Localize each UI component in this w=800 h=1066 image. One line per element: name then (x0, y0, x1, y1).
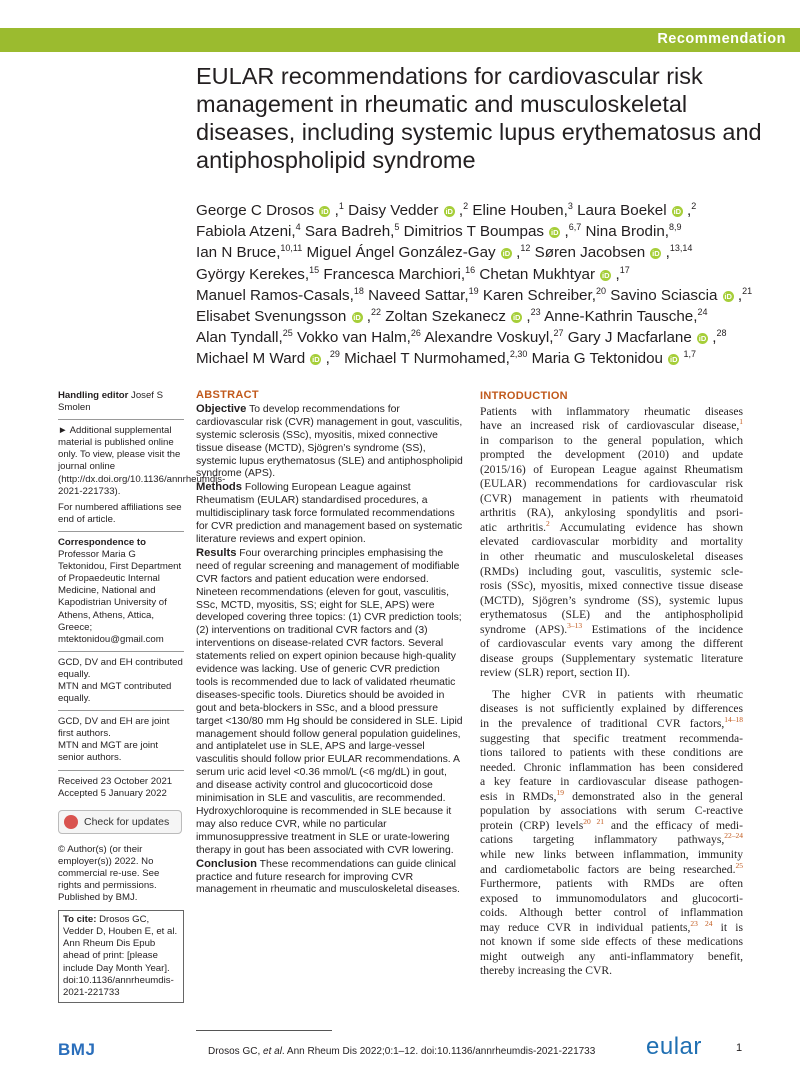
text-line: a key feature in cardiovascular disease pathogen- (480, 775, 743, 789)
author-name[interactable]: George C Drosos (196, 202, 315, 219)
reference-link[interactable]: 22–24 (724, 831, 743, 841)
text-line: have an increased risk of cardiovascular disease,$^1$ (480, 417, 743, 433)
introduction (480, 389, 743, 979)
affiliation-ref: 19 (468, 285, 479, 296)
text-line: in the prevalence of traditional CVR factors,$^{14-18}$ (480, 715, 743, 731)
reference-link[interactable]: 3–13 (567, 620, 583, 630)
orcid-icon[interactable]: iD (670, 355, 678, 365)
affiliation-ref: 2 (691, 201, 697, 211)
author-line: György Kerekes,$^{15}$ Francesca Marchiori,$^{16}$ Chetan Mukhtyar iD ,$^{17}$ (196, 264, 630, 283)
author-list (196, 200, 776, 370)
text-line: protein (CRP) levels$^{20 21}$ and the efficacy of medi- (480, 816, 743, 832)
affiliation-ref: 1,7 (683, 349, 696, 360)
text-line: not known if some side effects of these medications (480, 935, 743, 949)
reference-link[interactable]: 19 (556, 787, 564, 797)
author-name[interactable]: Maria G Tektonidou (531, 350, 664, 368)
affiliation-ref: 4 (295, 222, 301, 233)
author-name[interactable]: Laura Boekel (577, 202, 667, 219)
text-line: in other rheumatic and musculoskeletal diseases (480, 550, 743, 564)
abstract-conclusion: Conclusion These recommendations can guide clinical practice and future research for improving CVR management in rheumatic and musculoskeletal diseases. (196, 857, 460, 896)
title-line: management in rheumatic and musculoskeletal (196, 91, 688, 117)
affiliation-ref: 12 (520, 243, 531, 254)
affiliation-ref: 23 (530, 307, 541, 318)
author-line: Elisabet Svenungsson iD ,$^{22}$ Zoltan Szekanecz iD ,$^{23}$ Anne-Kathrin Tausche,$^{24}$ (196, 307, 708, 326)
author-name[interactable]: Alexandre Voskuyl, (424, 329, 554, 347)
affiliation-ref: 13,14 (669, 243, 693, 254)
divider (58, 419, 184, 420)
text-line: thereby increasing the CVR. (480, 964, 613, 978)
text-line: needed. Chronic inflammation has been considered (480, 760, 743, 774)
reference-link[interactable]: 1 (739, 417, 743, 427)
text-line: erythematosus (SLE) and the antiphospholipid (480, 608, 743, 622)
author-name[interactable]: Anne-Kathrin Tausche, (544, 308, 698, 326)
author-name[interactable]: Søren Jacobsen (534, 244, 646, 262)
page-number: 1 (736, 1042, 743, 1054)
author-name[interactable]: Naveed Sattar, (368, 286, 469, 304)
affiliation-ref: 17 (619, 264, 630, 275)
author-name[interactable]: Daisy Vedder (348, 202, 439, 219)
author-line: Alan Tyndall,$^{25}$ Vokko van Halm,$^{26}$ Alexandre Voskuyl,$^{27}$ Gary J Macfarlane iD ,$^{28}$ (196, 328, 727, 347)
affiliation-ref: 18 (353, 285, 364, 296)
supplemental-note: ► Additional supplemental material is published online only. To view, please visit the journal online (http://dx.doi.org/10.1136/annrheumdis-2021-221733). (58, 425, 226, 497)
orcid-icon[interactable]: iD (512, 313, 521, 323)
text-line: Furthermore, patients with RMDs are often (480, 877, 743, 891)
affiliation-ref: 2,30 (509, 349, 528, 360)
affiliation-ref: 27 (553, 328, 564, 339)
author-name[interactable]: Nina Brodin, (585, 223, 670, 241)
text-line: in comparison to the general population, which (480, 433, 743, 447)
correspondence-body: Professor Maria G Tektonidou, First Department of Propaedeutic Internal Medicine, National and Kapodistrian University of Athens, Athens, Attica, Greece; mtektonidou@gmail.com (58, 549, 182, 645)
affiliation-ref: 16 (465, 264, 476, 275)
divider (58, 651, 184, 652)
affiliation-ref: 10,11 (280, 243, 303, 254)
text-line: (MCTD), Sjögren’s syndrome (SS), systemic lupus (480, 593, 743, 607)
author-name[interactable]: Gary J Macfarlane (567, 329, 692, 347)
text-line: syndrome (APS).$^{3-13}$ Estimations of the incidence (480, 620, 743, 636)
text-line: population by associations with serum C-reactive (480, 804, 743, 818)
affiliation-ref: 5 (394, 222, 400, 233)
text-line: elevated cardiovascular morbidity and mortality (480, 535, 743, 549)
accepted-date: Accepted 5 January 2022 (58, 787, 167, 799)
orcid-icon[interactable]: iD (551, 228, 559, 238)
received-date: Received 23 October 2021 (58, 775, 173, 787)
author-name[interactable]: Alan Tyndall, (196, 329, 283, 347)
title-line: antiphospholipid syndrome (196, 147, 476, 173)
text-line: (2015/16) of European League against Rheumatism (480, 462, 743, 476)
text-line: cations targeting inflammatory pathways,$^{22-24}$ (480, 831, 743, 847)
introduction-heading: INTRODUCTION (480, 390, 568, 402)
text-line: and cardiometabolic factors are being researched.$^{25}$ (480, 860, 743, 876)
text-line: The higher CVR in patients with rheumatic (492, 687, 743, 701)
divider (58, 531, 184, 532)
affiliation-ref: 29 (329, 349, 340, 360)
reference-link[interactable]: 2 (546, 518, 550, 528)
author-line: Fabiola Atzeni,$^4$ Sara Badreh,$^5$ Dimitrios T Boumpas iD ,$^{6,7}$ Nina Brodin,$^{8,9}$ (196, 222, 682, 241)
author-name[interactable]: Eline Houben, (472, 202, 568, 219)
text-line: arthritis (RA), ankylosing spondylitis and psori- (480, 506, 743, 520)
affiliation-ref: 2 (463, 201, 469, 211)
check-updates-button[interactable] (58, 810, 182, 834)
text-line: tions tailored to patients with these conditions are (480, 746, 743, 760)
section-label: Recommendation (657, 31, 786, 47)
orcid-icon[interactable]: iD (698, 334, 707, 344)
affiliation-ref: 28 (716, 328, 727, 339)
article-sidebar (58, 390, 226, 1003)
text-line: (CVR) management in patients with rheumatoid (480, 491, 743, 505)
orcid-icon[interactable]: iD (673, 207, 682, 216)
affiliation-ref: 8,9 (669, 222, 682, 233)
affiliations-note: For numbered affiliations see end of article. (58, 501, 182, 525)
author-name[interactable]: Dimitrios T Boumpas (403, 223, 545, 241)
author-name[interactable]: Sara Badreh, (304, 223, 395, 241)
affiliation-ref: 24 (697, 307, 708, 318)
author-name[interactable]: Manuel Ramos-Casals, (196, 286, 354, 304)
text-line: rosis (SSc), myositis, mixed connective tissue disease (480, 579, 743, 593)
author-line: Ian N Bruce,$^{10,11}$ Miguel Ángel González-Gay iD ,$^{12}$ Søren Jacobsen iD ,$^{13,14}$ (196, 243, 693, 262)
divider (58, 770, 184, 771)
title-line: EULAR recommendations for cardiovascular risk (196, 63, 703, 89)
text-line: exposed to immunomodulators and glucocorti- (480, 891, 743, 905)
text-line: might outweigh any anti-inflammatory benefit, (480, 949, 743, 963)
author-name[interactable]: Karen Schreiber, (482, 286, 596, 304)
orcid-icon[interactable]: iD (724, 291, 732, 301)
reference-link[interactable]: 14–18 (724, 715, 743, 725)
cite-body: Drosos GC, Vedder D, Houben E, et al. Ann Rheum Dis Epub ahead of print: [please include Day Month Year]. doi:10.1136/annrheumdis-2021-221733 (63, 914, 178, 998)
copyright-note: © Author(s) (or their employer(s)) 2022. No commercial re-use. See rights and permissions. Published by BMJ. (58, 843, 160, 904)
reference-link[interactable]: 20 21 (583, 816, 605, 826)
text-line: coids. Although better control of inflammation (480, 906, 743, 920)
author-name[interactable]: Fabiola Atzeni, (196, 223, 296, 241)
abstract-heading: ABSTRACT (196, 389, 259, 401)
check-updates-label: Check for updates (84, 815, 170, 828)
orcid-icon[interactable]: iD (312, 355, 320, 365)
text-line: (EULAR) recommendations for cardiovascular risk (480, 477, 743, 491)
author-name[interactable]: Ian N Bruce, (196, 244, 281, 262)
divider (58, 710, 184, 711)
reference-link[interactable]: 25 (735, 860, 743, 870)
text-line: Patients with inflammatory rheumatic diseases (480, 404, 743, 418)
joint-authors-note: MTN and MGT are joint senior authors. (58, 740, 159, 764)
correspondence-label: Correspondence to (58, 536, 146, 548)
text-line: disease groups (Supplementary systematic literature (480, 651, 743, 665)
text-line: may reduce CVR in individual patients,$^{23 24}$ it is (480, 918, 743, 934)
article-title (196, 62, 766, 174)
text-line: diseases is not sufficiently explained by differences (480, 702, 743, 716)
affiliation-ref: 20 (595, 285, 606, 296)
text-line: while new links between inflammation, immunity (480, 847, 743, 861)
abstract-objective: Objective To develop recommendations for cardiovascular risk (CVR) management in gout, vasculitis, systemic sclerosis (SSc), myositis, mixed connective tissue disease (MCTD), Sjögren’s syndrome (SS), systemic lupus erythematosus (SLE) and antiphospholipid syndrome (APS). (196, 402, 463, 480)
text-line: suggesting that specific treatment recommenda- (480, 731, 743, 745)
reference-link[interactable]: 23 24 (690, 918, 713, 928)
bookmark-icon (64, 815, 78, 829)
orcid-icon[interactable]: iD (445, 207, 453, 216)
text-line: of cardiovascular events vary among the different (480, 637, 743, 651)
title-line: diseases, including systemic lupus erythematosus and (196, 119, 762, 145)
orcid-icon[interactable]: iD (602, 270, 610, 280)
text-line: esis in RMDs,$^{19}$ demonstrated also in the general (480, 787, 744, 803)
orcid-icon[interactable]: iD (321, 207, 329, 216)
handling-editor: Handling editor Josef S Smolen (58, 390, 164, 414)
affiliation-ref: 26 (410, 328, 421, 339)
affiliation-ref: 22 (370, 307, 381, 318)
orcid-icon[interactable]: iD (502, 249, 511, 259)
text-line: (RMDs) including gout, vasculitis, systemic scle- (480, 564, 743, 578)
joint-authors-note: GCD, DV and EH are joint first authors. (58, 716, 170, 740)
author-name[interactable]: Michael T Nurmohamed, (344, 350, 510, 368)
author-name[interactable]: Michael M Ward (196, 350, 306, 368)
contribution-note: MTN and MGT contributed equally. (58, 680, 172, 705)
author-name[interactable]: Elisabet Svenungsson (196, 308, 347, 326)
divider (196, 1030, 332, 1031)
section-band (0, 28, 800, 52)
text-line: review (SLR) report, section II). (480, 666, 631, 680)
author-line: Manuel Ramos-Casals,$^{18}$ Naveed Sattar,$^{19}$ Karen Schreiber,$^{20}$ Savino Sciascia iD ,$^{21}$ (196, 285, 753, 304)
author-line: Michael M Ward iD ,$^{29}$ Michael T Nurmohamed,$^{2,30}$ Maria G Tektonidou iD $^{1,7}$ (196, 349, 696, 368)
text-line: prompted the development (2010) and update (480, 448, 743, 462)
author-name[interactable]: Savino Sciascia (610, 286, 718, 304)
affiliation-ref: 15 (309, 264, 320, 275)
footer-citation: Drosos GC, et al. Ann Rheum Dis 2022;0:1–12. doi:10.1136/annrheumdis-2021-221733 (208, 1046, 596, 1057)
author-name[interactable]: Zoltan Szekanecz (385, 308, 506, 326)
cite-label: To cite: (63, 914, 97, 926)
abstract (196, 389, 464, 897)
author-name[interactable]: Chetan Mukhtyar (479, 265, 596, 283)
author-name[interactable]: Francesca Marchiori, (323, 265, 466, 283)
author-name[interactable]: Vokko van Halm, (296, 329, 411, 347)
abstract-results: Results Four overarching principles emphasising the need of regular screening and management of modifiable CVR factors and patient education were endorsed. Nineteen recommendations (eleven for gout, vasculitis, SSc, MCTD, myositis, SS; eight for SLE, APS) were developed covering three topics: (1) CVR prediction tools; (2) interventions on traditional CVR factors and (3) interventions on disease-related CVR factors. Several statements relied on expert opinion because high-quality evidence was lacking. Use of generic CVR prediction tools is recommended due to lack of validated rheumatic diseases-specific tools. Diuretics should be avoided in gout and beta-blockers in SSc, and a blood pressure target <130/80 mm Hg should be considered in SLE. Lipid management should follow general population guidelines, and antiplatelet use in SLE, APS and large-vessel vasculitis should follow prior EULAR recommendations. A serum uric acid level <0.36 mmol/L (<6 mg/dL) in gout, and disease activity control and glucocorticoid dose minimisation in SLE and vasculitis, are recommended. Hydroxychloroquine is recommended in SLE because it may also reduce CVR, while no particular immunosuppressive treatment in SLE or urate-lowering therapy in gout has been associated with CVR lowering. (196, 546, 463, 856)
abstract-methods: Methods Following European League against Rheumatism (EULAR) standardised procedures, a multidisciplinary task force formulated recommendations for CVR prediction and management based on systematic literature reviews and expert opinion. (196, 481, 463, 545)
affiliation-ref: 21 (742, 285, 753, 296)
affiliation-ref: 1 (338, 201, 344, 211)
bmj-logo: BMJ (58, 1040, 96, 1059)
author-name[interactable]: György Kerekes, (196, 265, 310, 283)
affiliation-ref: 6,7 (568, 222, 582, 233)
contribution-note: GCD, DV and EH contributed equally. (58, 656, 183, 680)
cite-box (58, 910, 184, 1003)
eular-logo: eular (646, 1033, 702, 1060)
affiliation-ref: 3 (567, 201, 573, 211)
author-name[interactable]: Miguel Ángel González-Gay (306, 244, 496, 262)
orcid-icon[interactable]: iD (652, 249, 660, 259)
text-line: atic arthritis.$^2$ Accumulating evidence has shown (480, 518, 743, 534)
author-line: George C Drosos iD ,$^1$ Daisy Vedder iD ,$^2$ Eline Houben,$^3$ Laura Boekel iD ,$^2$ (196, 201, 697, 219)
orcid-icon[interactable]: iD (353, 313, 361, 323)
affiliation-ref: 25 (282, 328, 293, 339)
